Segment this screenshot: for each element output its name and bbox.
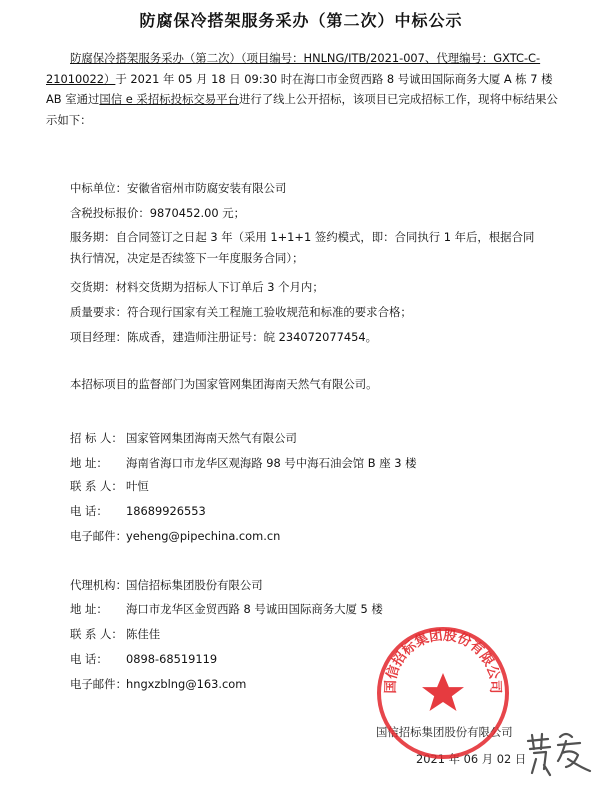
page-title: 防腐保冷搭架服务采办（第二次）中标公示 [139,11,463,30]
delivery-value: 材料交货期为招标人下订单后 3 个月内； [115,280,324,294]
agency-addr-line [70,601,383,617]
tenderer-org-line [70,430,297,446]
footer-date: 2021 年 06 月 02 日 [416,752,527,766]
agency-contact-label: 联 系 人： [70,627,123,641]
price-line [70,205,245,221]
tenderer-addr-label: 地 址： [70,456,108,470]
tenderer-email: yeheng@pipechina.com.cn [126,529,281,543]
service-value: 自合同签订之日起 3 年（采用 1+1+1 签约模式，即：合同执行 1 年后，根据合同执行情况，决定是否续签下一年度服务合同）； [70,230,535,265]
manager-label: 项目经理： [70,330,127,344]
tenderer-email-line [70,528,280,544]
footer-org: 国信招标集团股份有限公司 [376,725,513,739]
supervisor-statement: 本招标项目的监督部门为国家管网集团海南天然气有限公司。 [70,377,378,391]
price-label: 含税投标报价： [70,206,150,220]
agency-email-line [70,676,246,692]
intro-paragraph [46,48,566,130]
company-seal [373,623,513,763]
tenderer-contact: 叶恒 [126,479,149,493]
agency-addr-label: 地 址： [70,602,108,616]
intro-result: 进行了线上公开招标，该项目已完成招标工作，现将中标结果公示如下： [46,92,558,127]
agency-phone-label: 电 话： [70,652,108,666]
tenderer-phone: 18689926553 [126,504,206,518]
tenderer-email-label: 电子邮件： [70,529,127,543]
svg-text:国信招标集团股份有限公司: 国信招标集团股份有限公司 [382,627,504,694]
delivery-label: 交货期： [70,280,116,294]
tenderer-phone-label: 电 话： [70,504,108,518]
tenderer-org: 国家管网集团海南天然气有限公司 [126,431,297,445]
agency-email-label: 电子邮件： [70,677,127,691]
tenderer-contact-label: 联 系 人： [70,479,123,493]
tenderer-contact-line [70,478,149,494]
seal-star-icon [422,673,464,711]
service-line [70,227,540,268]
agency-contact: 陈佳佳 [126,627,161,641]
delivery-line [70,279,324,295]
quality-value: 符合现行国家有关工程施工验收规范和标准的要求合格； [126,305,412,319]
agency-org-label: 代理机构： [70,578,127,592]
manager-value: 陈成香，建造师注册证号：皖 234072077454。 [126,330,378,344]
price-value: 9870452.00 元； [149,206,245,220]
intro-time-place: 于 2021 年 05 月 18 日 09:30 时在海口市金贸西路 8 号诚田国际商务大厦 A 栋 7 楼 AB 室通过 [46,71,553,106]
tenderer-addr-line [70,455,417,471]
winner-value: 安徽省宿州市防腐安装有限公司 [126,181,287,195]
agency-phone: 0898-68519119 [126,652,218,666]
handwritten-signature [522,727,594,779]
quality-line [70,304,412,320]
tenderer-org-label: 招 标 人： [70,431,123,445]
agency-org-line [70,577,263,593]
quality-label: 质量要求： [70,305,127,319]
project-ref: 防腐保冷搭架服务采办（第二次）（项目编号：HNLNG/ITB/2021-007、代理编号：GXTC-C-21010022） [46,51,541,86]
agency-email: hngxzblng@163.com [126,677,247,691]
winner-label: 中标单位： [70,181,127,195]
winner-line [70,180,286,196]
agency-org: 国信招标集团股份有限公司 [126,578,263,592]
manager-line [70,329,377,345]
service-label: 服务期： [70,230,116,244]
platform-name: 国信 e 采招标投标交易平台 [99,92,239,106]
agency-contact-line [70,626,160,642]
agency-phone-line [70,651,217,667]
tenderer-addr: 海南省海口市龙华区观海路 98 号中海石油会馆 B 座 3 楼 [126,456,417,470]
tenderer-phone-line [70,503,206,519]
agency-addr: 海口市龙华区金贸西路 8 号诚田国际商务大厦 5 楼 [126,602,383,616]
